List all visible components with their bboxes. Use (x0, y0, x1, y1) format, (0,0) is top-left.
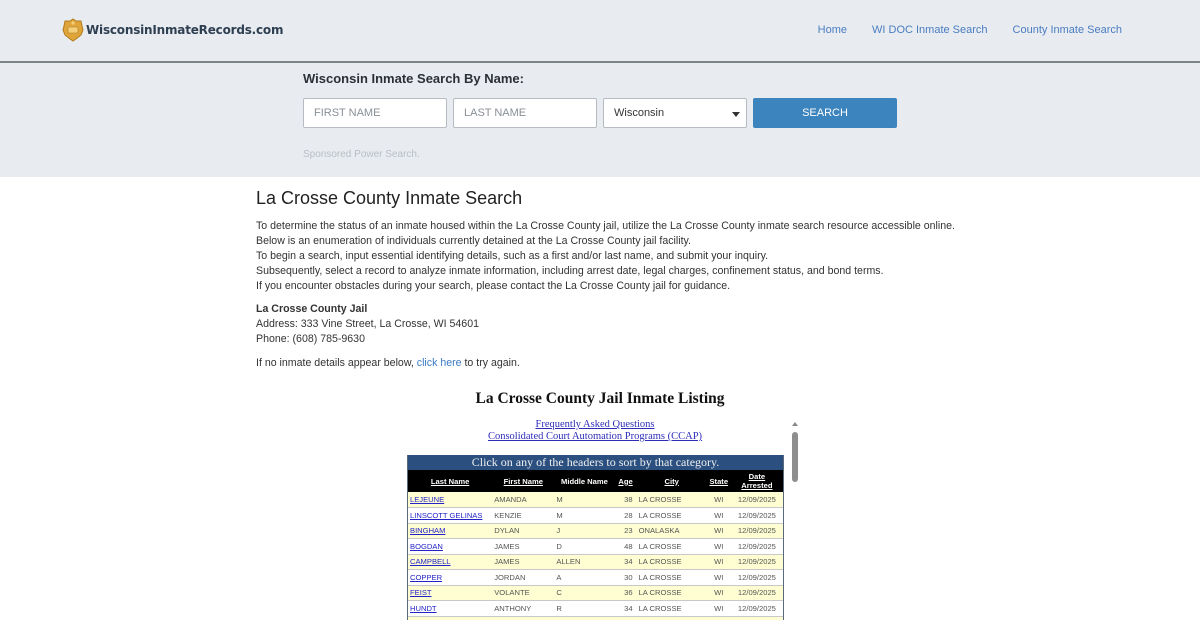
retry-message (256, 357, 520, 369)
site-logo[interactable] (62, 18, 283, 42)
search-title: Wisconsin Inmate Search By Name: (303, 71, 524, 86)
listing-links (400, 419, 790, 443)
date-cell: 12/09/2025 (731, 570, 783, 586)
date-cell: 12/09/2025 (731, 492, 783, 508)
retry-suffix: to try again. (461, 357, 520, 369)
col-age[interactable]: Age (615, 470, 637, 492)
inmate-link[interactable]: COPPER (410, 572, 443, 582)
table-row (408, 601, 783, 617)
state-select-value: Wisconsin (614, 107, 665, 119)
date-cell: 12/09/2025 (731, 585, 783, 601)
city-cell: LA CROSSE (637, 570, 707, 586)
faq-link[interactable]: Frequently Asked Questions (535, 419, 655, 430)
search-panel (0, 63, 1200, 177)
jail-name: La Crosse County Jail (256, 303, 368, 315)
age-cell: 34 (615, 601, 637, 617)
middle-name-cell: M (554, 508, 614, 524)
inmate-link[interactable]: BINGHAM (410, 526, 446, 536)
table-row (408, 523, 783, 539)
inmate-link[interactable]: BOGDAN (410, 541, 443, 551)
badge-icon (62, 18, 84, 42)
inmate-link[interactable]: HUNDT (410, 603, 437, 613)
intro-line: Subsequently, select a record to analyze inmate information, including arrest date, legal charges, confinement status, and bond terms. (256, 265, 884, 277)
intro-line: If you encounter obstacles during your search, please contact the La Crosse County jail for guidance. (256, 280, 731, 292)
city-cell: LA CROSSE (637, 601, 707, 617)
state-cell: WI (707, 601, 731, 617)
listing-title: La Crosse County Jail Inmate Listing (475, 390, 725, 407)
city-cell: LA CROSSE (637, 554, 707, 570)
middle-name-cell: C (554, 585, 614, 601)
first-name-cell: JAMES (492, 539, 554, 555)
first-name-cell: ANTHONY (492, 601, 554, 617)
ccap-link[interactable]: Consolidated Court Automation Programs (CCAP) (487, 431, 703, 442)
col-first-name[interactable]: First Name (492, 470, 554, 492)
first-name-cell: AMANDA (492, 492, 554, 508)
state-cell: WI (707, 585, 731, 601)
table-row (408, 508, 783, 524)
middle-name-cell: ALLEN (554, 554, 614, 570)
age-cell: 28 (615, 508, 637, 524)
state-cell: WI (707, 539, 731, 555)
age-cell: 34 (615, 554, 637, 570)
logo-text: WisconsinInmateRecords.com (86, 23, 284, 37)
state-cell: WI (707, 508, 731, 524)
first-name-cell: KENZIE (492, 508, 554, 524)
table-row (408, 616, 783, 620)
first-name-cell: JAMES (492, 554, 554, 570)
table-row (408, 585, 783, 601)
city-cell: LA CROSSE (637, 539, 707, 555)
intro-line: To begin a search, input essential identifying details, such as a first and/or last name, and submit your inquiry. (256, 250, 769, 262)
date-cell: 12/09/2025 (731, 508, 783, 524)
intro-line: Below is an enumeration of individuals currently detained at the La Crosse County jail facility. (256, 235, 691, 247)
page-title: La Crosse County Inmate Search (256, 188, 523, 208)
first-name-cell: VOLANTE (492, 585, 554, 601)
search-button[interactable]: SEARCH (753, 98, 897, 128)
state-cell: WI (707, 523, 731, 539)
date-cell: 12/09/2025 (731, 539, 783, 555)
retry-prefix: If no inmate details appear below, (256, 357, 417, 369)
col-state[interactable]: State (707, 470, 731, 492)
state-cell: WI (707, 554, 731, 570)
partial-row (408, 616, 783, 620)
age-cell: 38 (615, 492, 637, 508)
date-cell: 12/09/2025 (731, 601, 783, 617)
col-city[interactable]: City (637, 470, 707, 492)
intro-text (256, 219, 956, 294)
jail-phone: Phone: (608) 785-9630 (256, 333, 365, 345)
jail-address: Address: 333 Vine Street, La Crosse, WI 54601 (256, 318, 479, 330)
nav-home[interactable]: Home (817, 24, 847, 36)
scrollbar-thumb[interactable] (792, 432, 798, 482)
table-row (408, 554, 783, 570)
middle-name-cell: J (554, 523, 614, 539)
middle-name-cell: M (554, 492, 614, 508)
col-middle-name: Middle Name (554, 470, 614, 492)
city-cell: LA CROSSE (637, 585, 707, 601)
state-cell: WI (707, 492, 731, 508)
middle-name-cell: A (554, 570, 614, 586)
inmate-link[interactable]: LEJEUNE (410, 495, 445, 504)
jail-info (256, 302, 479, 347)
table-row (408, 570, 783, 586)
scroll-up-icon[interactable] (792, 422, 798, 426)
middle-name-cell: D (554, 539, 614, 555)
state-select[interactable] (603, 98, 747, 128)
age-cell: 36 (615, 585, 637, 601)
age-cell: 30 (615, 570, 637, 586)
middle-name-cell: R (554, 601, 614, 617)
col-date-arrested[interactable]: Date Arrested (731, 470, 783, 492)
city-cell: ONALASKA (637, 523, 707, 539)
inmate-table (407, 455, 784, 620)
main-nav (793, 24, 1122, 36)
age-cell: 48 (615, 539, 637, 555)
inmate-link[interactable]: LINSCOTT GELINAS (410, 510, 483, 520)
date-cell: 12/09/2025 (731, 554, 783, 570)
state-cell: WI (707, 570, 731, 586)
city-cell: LA CROSSE (637, 492, 707, 508)
inmate-link[interactable]: CAMPBELL (410, 557, 451, 567)
table-row (408, 492, 783, 508)
city-cell: LA CROSSE (637, 508, 707, 524)
embed-scrollbar[interactable] (790, 420, 800, 620)
first-name-input[interactable] (303, 98, 447, 128)
inmate-link[interactable]: FEIST (410, 588, 432, 598)
sponsored-text: Sponsored Power Search. (303, 149, 420, 160)
intro-line: To determine the status of an inmate housed within the La Crosse County jail, utilize the La Crosse County inmate search resource accessible online. (256, 220, 955, 232)
date-cell: 12/09/2025 (731, 523, 783, 539)
site-header (0, 0, 1200, 62)
first-name-cell: JORDAN (492, 570, 554, 586)
col-last-name[interactable]: Last Name (408, 470, 492, 492)
nav-county-inmate-search[interactable]: County Inmate Search (1012, 24, 1122, 36)
last-name-input[interactable] (453, 98, 597, 128)
table-row (408, 539, 783, 555)
table-banner: Click on any of the headers to sort by that category. (408, 455, 783, 470)
first-name-cell: DYLAN (492, 523, 554, 539)
age-cell: 23 (615, 523, 637, 539)
caret-down-icon (732, 112, 740, 117)
nav-wi-doc-inmate-search[interactable]: WI DOC Inmate Search (872, 24, 988, 36)
retry-link[interactable]: click here (416, 357, 462, 369)
